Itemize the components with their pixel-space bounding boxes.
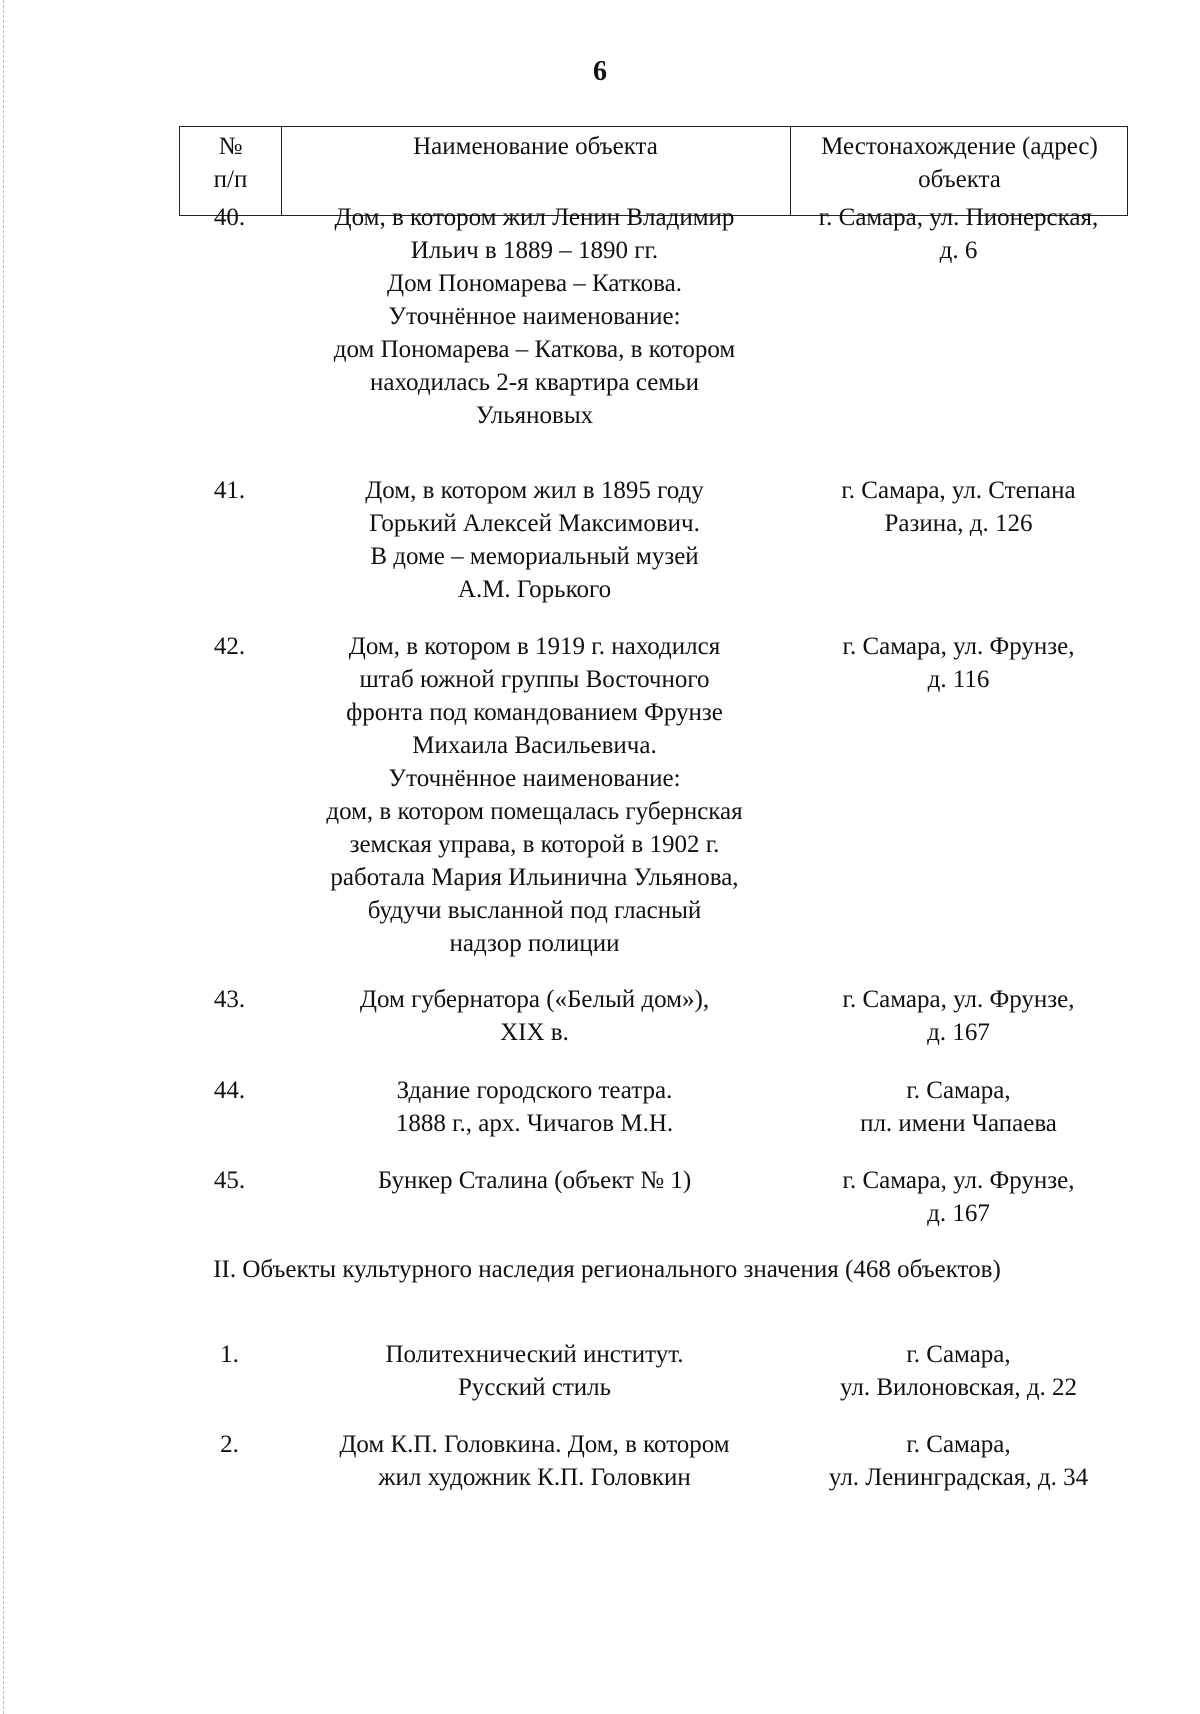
object-name	[280, 983, 789, 1049]
address-line: г. Самара, ул. Степана	[841, 477, 1076, 504]
row-number: 1.	[220, 1341, 239, 1368]
address-line: г. Самара,	[906, 1341, 1011, 1368]
name-line: Политехнический институт.	[385, 1341, 684, 1368]
row-number: 43.	[213, 986, 246, 1013]
name-line: Дом, в котором жил в 1895 году	[365, 477, 704, 504]
row-number: 42.	[213, 633, 246, 660]
object-name	[280, 1428, 789, 1494]
object-address	[789, 1164, 1128, 1230]
header-address-cell	[790, 130, 1129, 196]
section-heading: II. Объекты культурного наследия регионального значения (468 объектов)	[213, 1256, 1001, 1283]
name-line: надзор полиции	[449, 930, 620, 957]
header-number-abbr: п/п	[213, 166, 248, 193]
scan-edge-line	[3, 0, 4, 1714]
header-address-label-1: Местонахождение (адрес)	[821, 133, 1098, 160]
name-line: Русский стиль	[457, 1374, 612, 1401]
address-line: д. 6	[939, 237, 978, 264]
name-line: Дом К.П. Головкина. Дом, в котором	[339, 1431, 730, 1458]
name-line: работала Мария Ильинична Ульянова,	[330, 864, 739, 891]
name-line: Дом, в котором жил Ленин Владимир	[334, 204, 735, 231]
object-address	[789, 474, 1128, 540]
object-address	[789, 1428, 1128, 1494]
name-line: Уточнённое наименование:	[388, 765, 681, 792]
address-line: Разина, д. 126	[884, 510, 1033, 537]
address-line: г. Самара,	[906, 1077, 1011, 1104]
name-line: XIX в.	[500, 1019, 569, 1046]
name-line: Бункер Сталина (объект № 1)	[377, 1167, 692, 1194]
row-number: 40.	[213, 204, 246, 231]
object-name	[280, 630, 789, 960]
header-number-cell	[180, 130, 281, 196]
address-line: г. Самара, ул. Фрунзе,	[842, 986, 1075, 1013]
name-line: Уточнённое наименование:	[388, 303, 681, 330]
address-line: г. Самара, ул. Пионерская,	[818, 204, 1099, 231]
address-line: ул. Вилоновская, д. 22	[839, 1374, 1078, 1401]
object-address	[789, 1074, 1128, 1140]
header-address-label-2: объекта	[918, 166, 1001, 193]
page-number: 6	[593, 56, 607, 87]
name-line: А.М. Горького	[457, 576, 612, 603]
name-line: Ульяновых	[475, 402, 594, 429]
name-line: находилась 2-я квартира семьи	[370, 369, 699, 396]
header-number-symbol: №	[218, 133, 243, 160]
object-name	[280, 1338, 789, 1404]
name-line: 1888 г., арх. Чичагов М.Н.	[395, 1110, 674, 1137]
header-name-cell	[281, 130, 790, 163]
name-line: фронта под командованием Фрунзе	[346, 699, 723, 726]
name-line: Михаила Васильевича.	[412, 732, 657, 759]
name-line: земская управа, в которой в 1902 г.	[349, 831, 720, 858]
name-line: В доме – мемориальный музей	[370, 543, 699, 570]
address-line: д. 167	[927, 1019, 990, 1046]
object-name	[280, 1074, 789, 1140]
object-address	[789, 630, 1128, 696]
name-line: Здание городского театра.	[396, 1077, 673, 1104]
name-line: дом Пономарева – Каткова, в котором	[333, 336, 736, 363]
address-line: г. Самара, ул. Фрунзе,	[842, 633, 1075, 660]
address-line: г. Самара,	[906, 1431, 1011, 1458]
row-number: 2.	[220, 1431, 239, 1458]
address-line: г. Самара, ул. Фрунзе,	[842, 1167, 1075, 1194]
address-line: д. 116	[927, 666, 990, 693]
object-name	[280, 201, 789, 432]
header-name-label: Наименование объекта	[413, 133, 658, 160]
name-line: Дом Пономарева – Каткова.	[387, 270, 682, 297]
name-line: Дом губернатора («Белый дом»),	[359, 986, 710, 1013]
name-line: дом, в котором помещалась губернская	[326, 798, 743, 825]
name-line: Дом, в котором в 1919 г. находился	[348, 633, 721, 660]
name-line: будучи высланной под гласный	[367, 897, 702, 924]
object-address	[789, 201, 1128, 267]
name-line: штаб южной группы Восточного	[359, 666, 710, 693]
name-line: Ильич в 1889 – 1890 гг.	[410, 237, 659, 264]
address-line: ул. Ленинградская, д. 34	[828, 1464, 1089, 1491]
name-line: жил художник К.П. Головкин	[378, 1464, 691, 1491]
address-line: д. 167	[927, 1200, 990, 1227]
address-line: пл. имени Чапаева	[860, 1110, 1057, 1137]
object-name	[280, 474, 789, 606]
object-address	[789, 983, 1128, 1049]
row-number: 45.	[213, 1167, 246, 1194]
object-name	[280, 1164, 789, 1197]
object-address	[789, 1338, 1128, 1404]
name-line: Горький Алексей Максимович.	[369, 510, 700, 537]
row-number: 41.	[213, 477, 246, 504]
row-number: 44.	[213, 1077, 246, 1104]
